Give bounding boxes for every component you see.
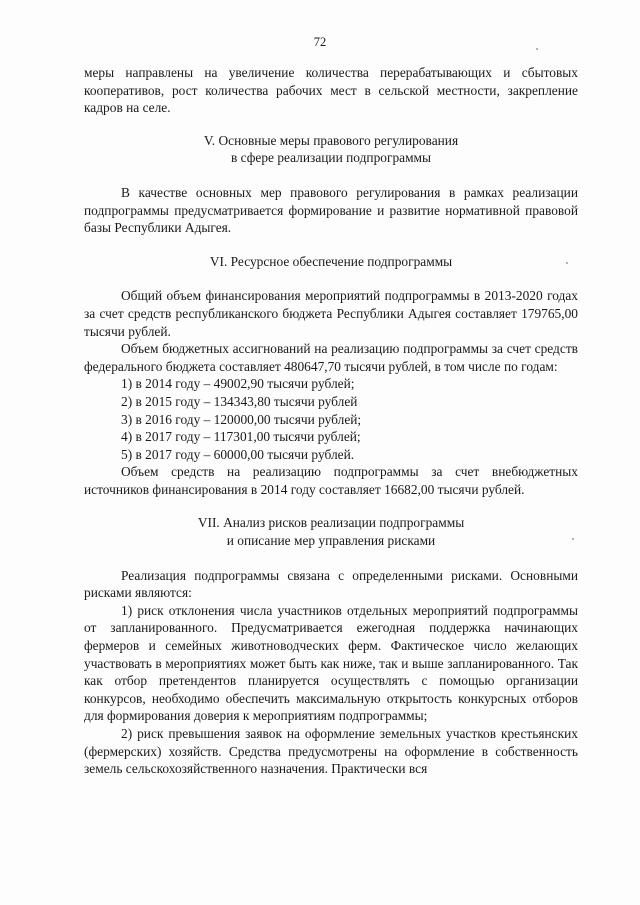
section-5-title-line2: в сфере реализации подпрограммы [230, 150, 432, 166]
section-7-paragraph-1: Реализация подпрограммы связана с определенными рисками. Основными рисками являются: [84, 567, 578, 601]
section-7-heading [84, 514, 578, 549]
section-7-title-line2: и описание мер управления рисками [226, 533, 436, 549]
list-item: 2) в 2015 году – 134343,80 тысячи рублей [121, 393, 358, 409]
section-5-title-line1: V. Основные меры правового регулирования [203, 132, 459, 148]
section-5-heading [84, 132, 578, 167]
section-6-heading [84, 253, 578, 271]
section-6-paragraph-1: Общий объем финансирования мероприятий подпрограммы в 2013-2020 годах за счет средств республиканского бюджета Республики Адыгея составляет 179765,00 тысячи рублей. [84, 288, 578, 339]
page-number: 72 [313, 35, 327, 49]
section-6-paragraph-2: Объем бюджетных ассигнований на реализацию подпрограммы за счет средств федерального бюджета составляет 480647,70 тысячи рублей, в том числе по годам: [84, 341, 578, 374]
intro-paragraph: меры направлены на увеличение количества перерабатывающих и сбытовых кооперативов, рост количества рабочих мест в сельской местности, закрепление кадров на селе. [84, 65, 578, 116]
section-7-title-line1: VII. Анализ рисков реализации подпрограммы [197, 515, 465, 531]
risk-2-paragraph: 2) риск превышения заявок на оформление земельных участков крестьянских (фермерских) хозяйств. Средства предусмотрены на оформление в собственность земель сельскохозяйственного назначения. Практически вся [84, 726, 578, 777]
risk-1-paragraph: 1) риск отклонения числа участников отдельных мероприятий подпрограммы от запланированного. Предусматривается ежегодная поддержка начинающих фермеров и семейных животноводческих ферм. Фактическое число желающих участвовать в мероприятиях может быть как ниже, так и выше запланированного. Так как отбор претендентов планируется осуществлять с помощью организации конкурсов, необходимо обеспечить максимальную открытость конкурсных отборов для формирования доверия к мероприятиям подпрограммы; [84, 602, 578, 724]
section-6-title: VI. Ресурсное обеспечение подпрограммы [209, 253, 453, 269]
scan-speck [536, 48, 538, 50]
funding-by-year-list [84, 375, 578, 463]
section-5-paragraph: В качестве основных мер правового регулирования в рамках реализации подпрограммы предусматривается формирование и развитие нормативной правовой базы Республики Адыгея. [84, 184, 578, 236]
list-item: 3) в 2016 году – 120000,00 тысячи рублей; [121, 411, 362, 427]
list-item: 1) в 2014 году – 49002,90 тысячи рублей; [121, 376, 355, 392]
list-item: 4) в 2017 году – 117301,00 тысячи рублей; [121, 429, 361, 445]
page-content [84, 64, 578, 778]
list-item: 5) в 2017 году – 60000,00 тысячи рублей. [121, 446, 355, 462]
section-6-paragraph-3: Объем средств на реализацию подпрограммы за счет внебюджетных источников финансирования в 2014 году составляет 16682,00 тысячи рублей. [84, 464, 578, 497]
